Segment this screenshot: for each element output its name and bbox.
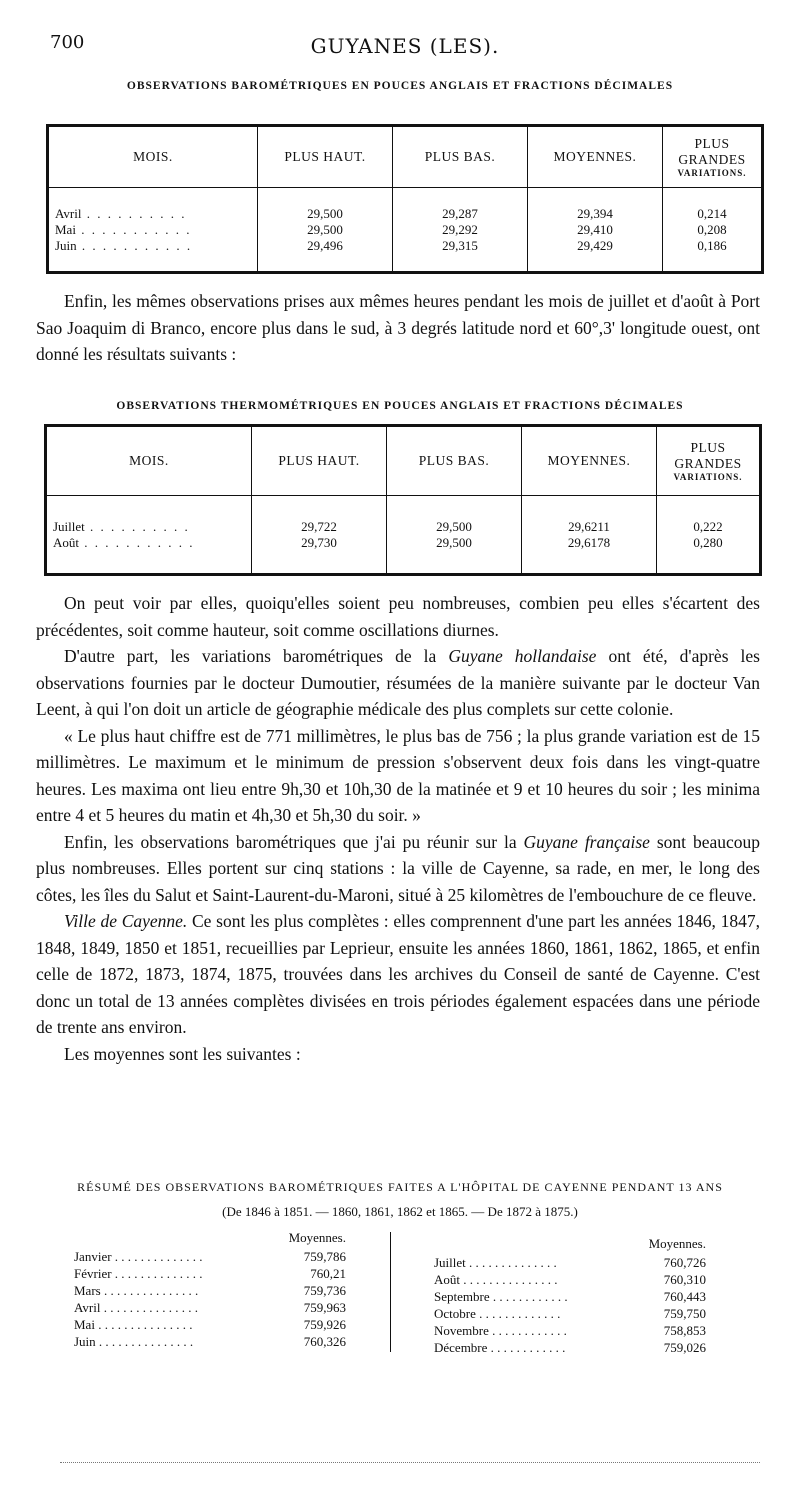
paragraph-1: On peut voir par elles, quoiqu'elles soient peu nombreuses, combien peu elles s'écartent des précédentes, soit comme hauteur, soit comme oscillations diurnes.	[36, 593, 760, 640]
paragraph-5: Ville de Cayenne. Ce sont les plus complètes : elles comprennent d'une part les années 1846, 1847, 1848, 1849, 1850 et 1851, recueillies par Leprieur, ensuite les années 1860, 1861, 1862, 1865, et enfin celle de 1872, 1873, 1874, 1875, trouvées dans les archives du Conseil de santé de Cayenne. C'est donc un total de 13 années complètes divisées en trois périodes également espacées dans une période de trente ans environ.	[36, 911, 760, 1037]
paragraph-2: D'autre part, les variations barométriques de la Guyane hollandaise ont été, d'après les observations fournies par le docteur Dumoutier, résumées de la manière suivante par le docteur Van Leent, à qui l'on doit un article de géographie médicale des plus complets sur cette colonie.	[36, 646, 760, 719]
paragraph-enfin-1: Enfin, les mêmes observations prises aux mêmes heures pendant les mois de juillet et d'août à Port Sao Joaquim di Branco, encore plus dans le sud, à 3 degrés latitude nord et 60°,3' longitude ouest, ont donné les résultats suivants :	[36, 291, 760, 364]
table-row	[46, 496, 761, 575]
paragraph-6: Les moyennes sont les suivantes :	[64, 1043, 301, 1064]
list-item: Octobre . . . . . . . . . . . . . 759,750	[434, 1306, 706, 1321]
barometric-table-2	[44, 424, 762, 576]
plus-haut-cell: 29,500 29,500 29,496	[258, 188, 393, 273]
plus-haut-cell: 29,722 29,730	[252, 496, 387, 575]
summary-title: RÉSUMÉ DES OBSERVATIONS BAROMÉTRIQUES FAITES A L'HÔPITAL DE CAYENNE PENDANT 13 ANS	[77, 1180, 723, 1194]
list-item: Août . . . . . . . . . . . . . . . 760,310	[434, 1272, 706, 1287]
col-plus-bas: PLUS BAS.	[393, 126, 528, 188]
list-item: Juillet . . . . . . . . . . . . . . 760,726	[434, 1255, 706, 1270]
col-mois: MOIS.	[48, 126, 258, 188]
table1-caption: OBSERVATIONS BAROMÉTRIQUES EN POUCES ANGLAIS ET FRACTIONS DÉCIMALES	[126, 80, 674, 92]
summary-subtitle: (De 1846 à 1851. — 1860, 1861, 1862 et 1865. — De 1872 à 1875.)	[222, 1204, 578, 1219]
moyennes-cell: 29,394 29,410 29,429	[528, 188, 663, 273]
col-mois: MOIS.	[46, 426, 252, 496]
list-item: Novembre . . . . . . . . . . . . 758,853	[434, 1323, 706, 1338]
paragraph-4: Enfin, les observations barométriques que j'ai pu réunir sur la Guyane française sont beaucoup plus nombreuses. Elles portent sur cinq stations : la ville de Cayenne, sa rade, en mer, le long des côtes, les îles du Salut et Saint-Laurent-du-Maroni, situé à 25 kilomètres de l'embouchure de ce fleuve.	[36, 831, 760, 905]
body-text	[36, 590, 760, 1067]
list-item: Mars . . . . . . . . . . . . . . . 759,736	[74, 1283, 346, 1298]
list-item: Juin . . . . . . . . . . . . . . . 760,326	[74, 1334, 346, 1349]
list-item: Mai . . . . . . . . . . . . . . . 759,926	[74, 1317, 346, 1332]
col-moyennes: MOYENNES.	[522, 426, 657, 496]
moyennes-cell: 29,6211 29,6178	[522, 496, 657, 575]
list-item: Décembre . . . . . . . . . . . . 759,026	[434, 1340, 706, 1355]
plus-bas-cell: 29,287 29,292 29,315	[393, 188, 528, 273]
barometric-table-1	[46, 124, 764, 274]
page-header	[50, 28, 760, 58]
paragraph-3-quote: « Le plus haut chiffre est de 771 millimètres, le plus bas de 756 ; la plus grande variation est de 15 millimètres. Le maximum et le minimum de pression s'observent deux fois dans les vingt-quatre heures. Les maxima ont lieu entre 9h,30 et 10h,30 de la matinée et 9 et 10 heures du soir ; les minima entre 4 et 5 heures du matin et 4h,30 et 5h,30 du soir. »	[36, 725, 760, 825]
summary-left-column	[74, 1230, 346, 1350]
variations-cell: 0,214 0,208 0,186	[663, 188, 763, 273]
list-item: Février . . . . . . . . . . . . . . 760,21	[74, 1266, 346, 1281]
variations-cell: 0,222 0,280	[657, 496, 761, 575]
running-title: GUYANES (LES).	[310, 34, 500, 58]
col-plus-bas: PLUS BAS.	[387, 426, 522, 496]
list-item: Janvier . . . . . . . . . . . . . . 759,786	[74, 1249, 346, 1264]
col-plus-haut: PLUS HAUT.	[258, 126, 393, 188]
table-row	[48, 188, 763, 273]
col-plus-grandes-variations: PLUS GRANDES VARIATIONS.	[663, 126, 763, 188]
col-moyennes: MOYENNES.	[528, 126, 663, 188]
moyennes-label: Moyennes.	[288, 1230, 346, 1245]
bottom-rule	[60, 1462, 760, 1463]
col-plus-grandes-variations: PLUS GRANDES VARIATIONS.	[657, 426, 761, 496]
table2-caption: OBSERVATIONS THERMOMÉTRIQUES EN POUCES ANGLAIS ET FRACTIONS DÉCIMALES	[116, 400, 684, 412]
months-cell: Juillet . . . . . . . . . . Août . . . . . . . . . . .	[46, 496, 252, 575]
col-plus-haut: PLUS HAUT.	[252, 426, 387, 496]
summary-right-column	[434, 1236, 706, 1356]
page-number: 700	[50, 32, 85, 53]
plus-bas-cell: 29,500 29,500	[387, 496, 522, 575]
months-cell: Avril . . . . . . . . . . Mai . . . . . . . . . . . Juin . . . . . . . . . . .	[48, 188, 258, 273]
column-divider	[390, 1232, 391, 1352]
list-item: Avril . . . . . . . . . . . . . . . 759,963	[74, 1300, 346, 1315]
moyennes-label: Moyennes.	[648, 1236, 706, 1251]
list-item: Septembre . . . . . . . . . . . . 760,443	[434, 1289, 706, 1304]
